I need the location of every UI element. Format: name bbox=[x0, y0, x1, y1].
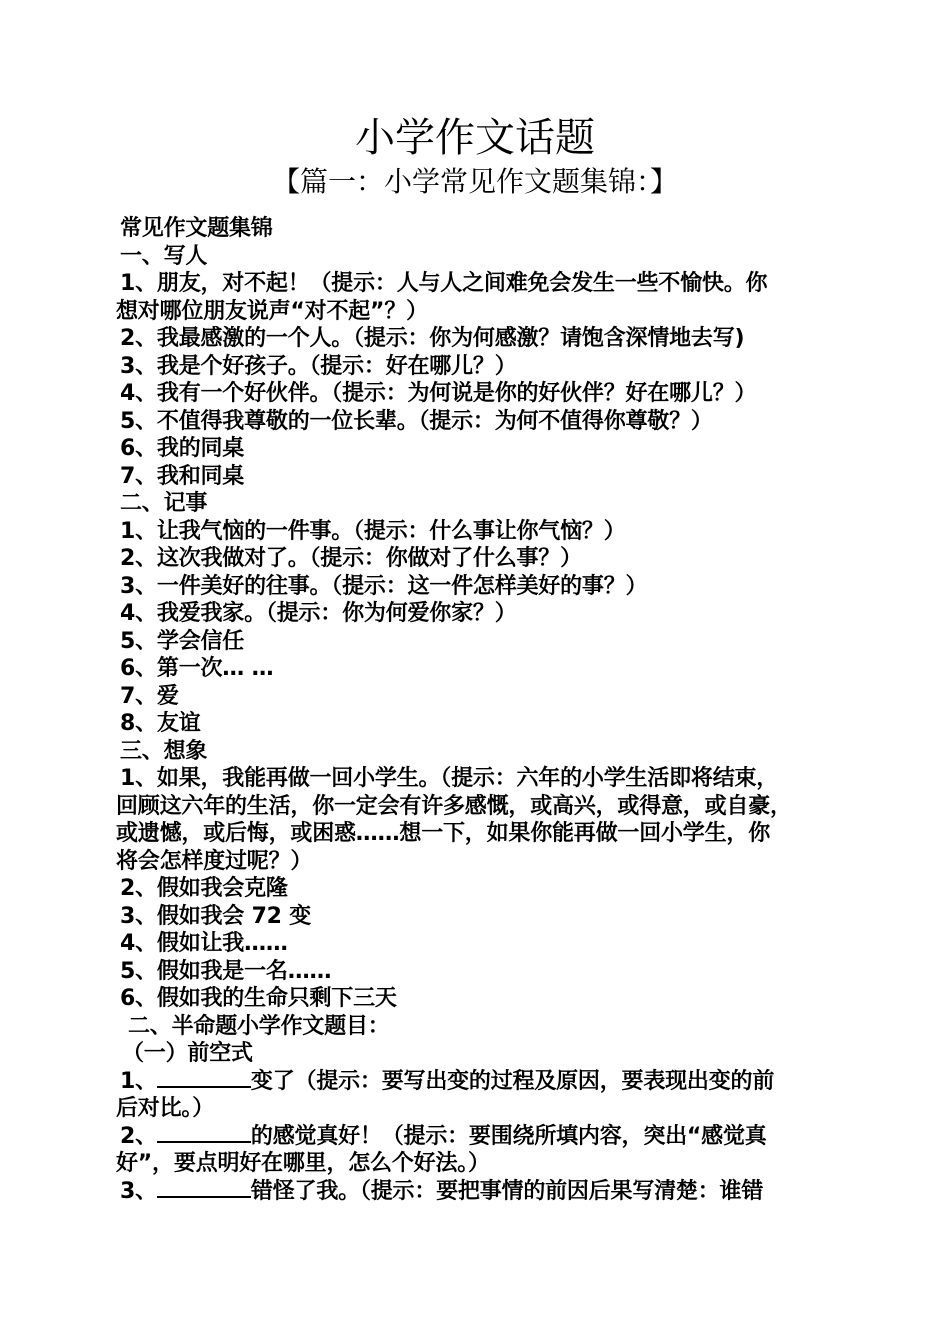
fill-in-blank bbox=[157, 1068, 251, 1088]
topic-text: 变了（提示：要写出变的过程及原因，要表现出变的前 bbox=[250, 1068, 775, 1094]
topic-line: 1、让我气恼的一件事。（提示：什么事让你气恼？） bbox=[120, 518, 626, 544]
topic-line-continued: 或遗憾，或后悔，或困惑……想一下，如果你能再做一回小学生，你 bbox=[116, 821, 771, 846]
fill-in-topic-line bbox=[116, 1068, 840, 1096]
topic-line: 3、假如我会 72 变 bbox=[120, 903, 312, 929]
fill-in-topic-line bbox=[116, 1123, 840, 1151]
topic-line: 3、我是个好孩子。（提示：好在哪儿？） bbox=[120, 353, 517, 379]
topic-line: 6、假如我的生命只剩下三天 bbox=[120, 986, 397, 1011]
topic-line: 1、朋友，对不起！（提示：人与人之间难免会发生一些不愉快。你 bbox=[120, 271, 768, 296]
topic-line-continued: 将会怎样度过呢？） bbox=[116, 848, 313, 874]
topic-line: 7、我和同桌 bbox=[120, 463, 245, 489]
topic-line: 6、第一次… … bbox=[120, 656, 274, 681]
topic-line: 4、我爱我家。（提示：你为何爱你家？） bbox=[120, 601, 517, 626]
topic-line: 6、我的同桌 bbox=[120, 436, 245, 461]
page-title: 小学作文话题 bbox=[355, 115, 595, 161]
fill-in-blank bbox=[157, 1178, 251, 1198]
topic-line: 5、不值得我尊敬的一位长辈。（提示：为何不值得你尊敬？） bbox=[120, 408, 713, 434]
topic-line-continued: 回顾这六年的生活，你一定会有许多感慨，或高兴，或得意，或自豪， bbox=[116, 793, 792, 819]
topic-line: 4、假如让我…… bbox=[120, 931, 288, 956]
topic-number: 3、 bbox=[120, 1178, 157, 1204]
section-heading: 常见作文题集锦 bbox=[120, 216, 273, 241]
topic-line: 3、一件美好的往事。（提示：这一件怎样美好的事？） bbox=[120, 573, 648, 599]
section-heading: 二、半命题小学作文题目： bbox=[128, 1013, 390, 1039]
topic-line: 8、友谊 bbox=[120, 711, 201, 736]
subsection-heading: （一）前空式 bbox=[122, 1041, 253, 1066]
fill-in-topic-line bbox=[116, 1178, 840, 1206]
category-heading: 一、写人 bbox=[120, 243, 208, 269]
page-subtitle: 【篇一：小学常见作文题集锦：】 bbox=[271, 165, 678, 198]
topic-number: 2、 bbox=[120, 1123, 157, 1149]
fill-in-blank bbox=[157, 1123, 251, 1143]
topic-line: 2、这次我做对了。（提示：你做对了什么事？） bbox=[120, 546, 582, 571]
topic-line: 4、我有一个好伙伴。（提示：为何说是你的好伙伴？好在哪儿？） bbox=[120, 381, 757, 406]
document-body bbox=[116, 215, 840, 1205]
topic-line: 7、爱 bbox=[120, 683, 179, 709]
topic-line: 2、假如我会克隆 bbox=[120, 876, 288, 901]
topic-text: 的感觉真好！（提示：要围绕所填内容，突出“感觉真 bbox=[250, 1123, 767, 1149]
category-heading: 二、记事 bbox=[120, 491, 208, 516]
topic-line: 5、假如我是一名…… bbox=[120, 958, 332, 984]
category-heading: 三、想象 bbox=[120, 738, 208, 764]
topic-line: 2、我最感激的一个人。（提示：你为何感激？请饱含深情地去写) bbox=[120, 326, 745, 351]
topic-line: 5、学会信任 bbox=[120, 628, 245, 654]
topic-number: 1、 bbox=[120, 1068, 157, 1094]
topic-text: 错怪了我。（提示：要把事情的前因后果写清楚：谁错 bbox=[250, 1178, 764, 1204]
topic-line-continued: 好”，要点明好在哪里，怎么个好法。） bbox=[116, 1151, 490, 1176]
topic-line-continued: 后对比。） bbox=[116, 1096, 215, 1121]
topic-line-continued: 想对哪位朋友说声“对不起”？） bbox=[116, 298, 428, 324]
topic-line: 1、如果，我能再做一回小学生。（提示：六年的小学生活即将结束， bbox=[120, 766, 779, 791]
